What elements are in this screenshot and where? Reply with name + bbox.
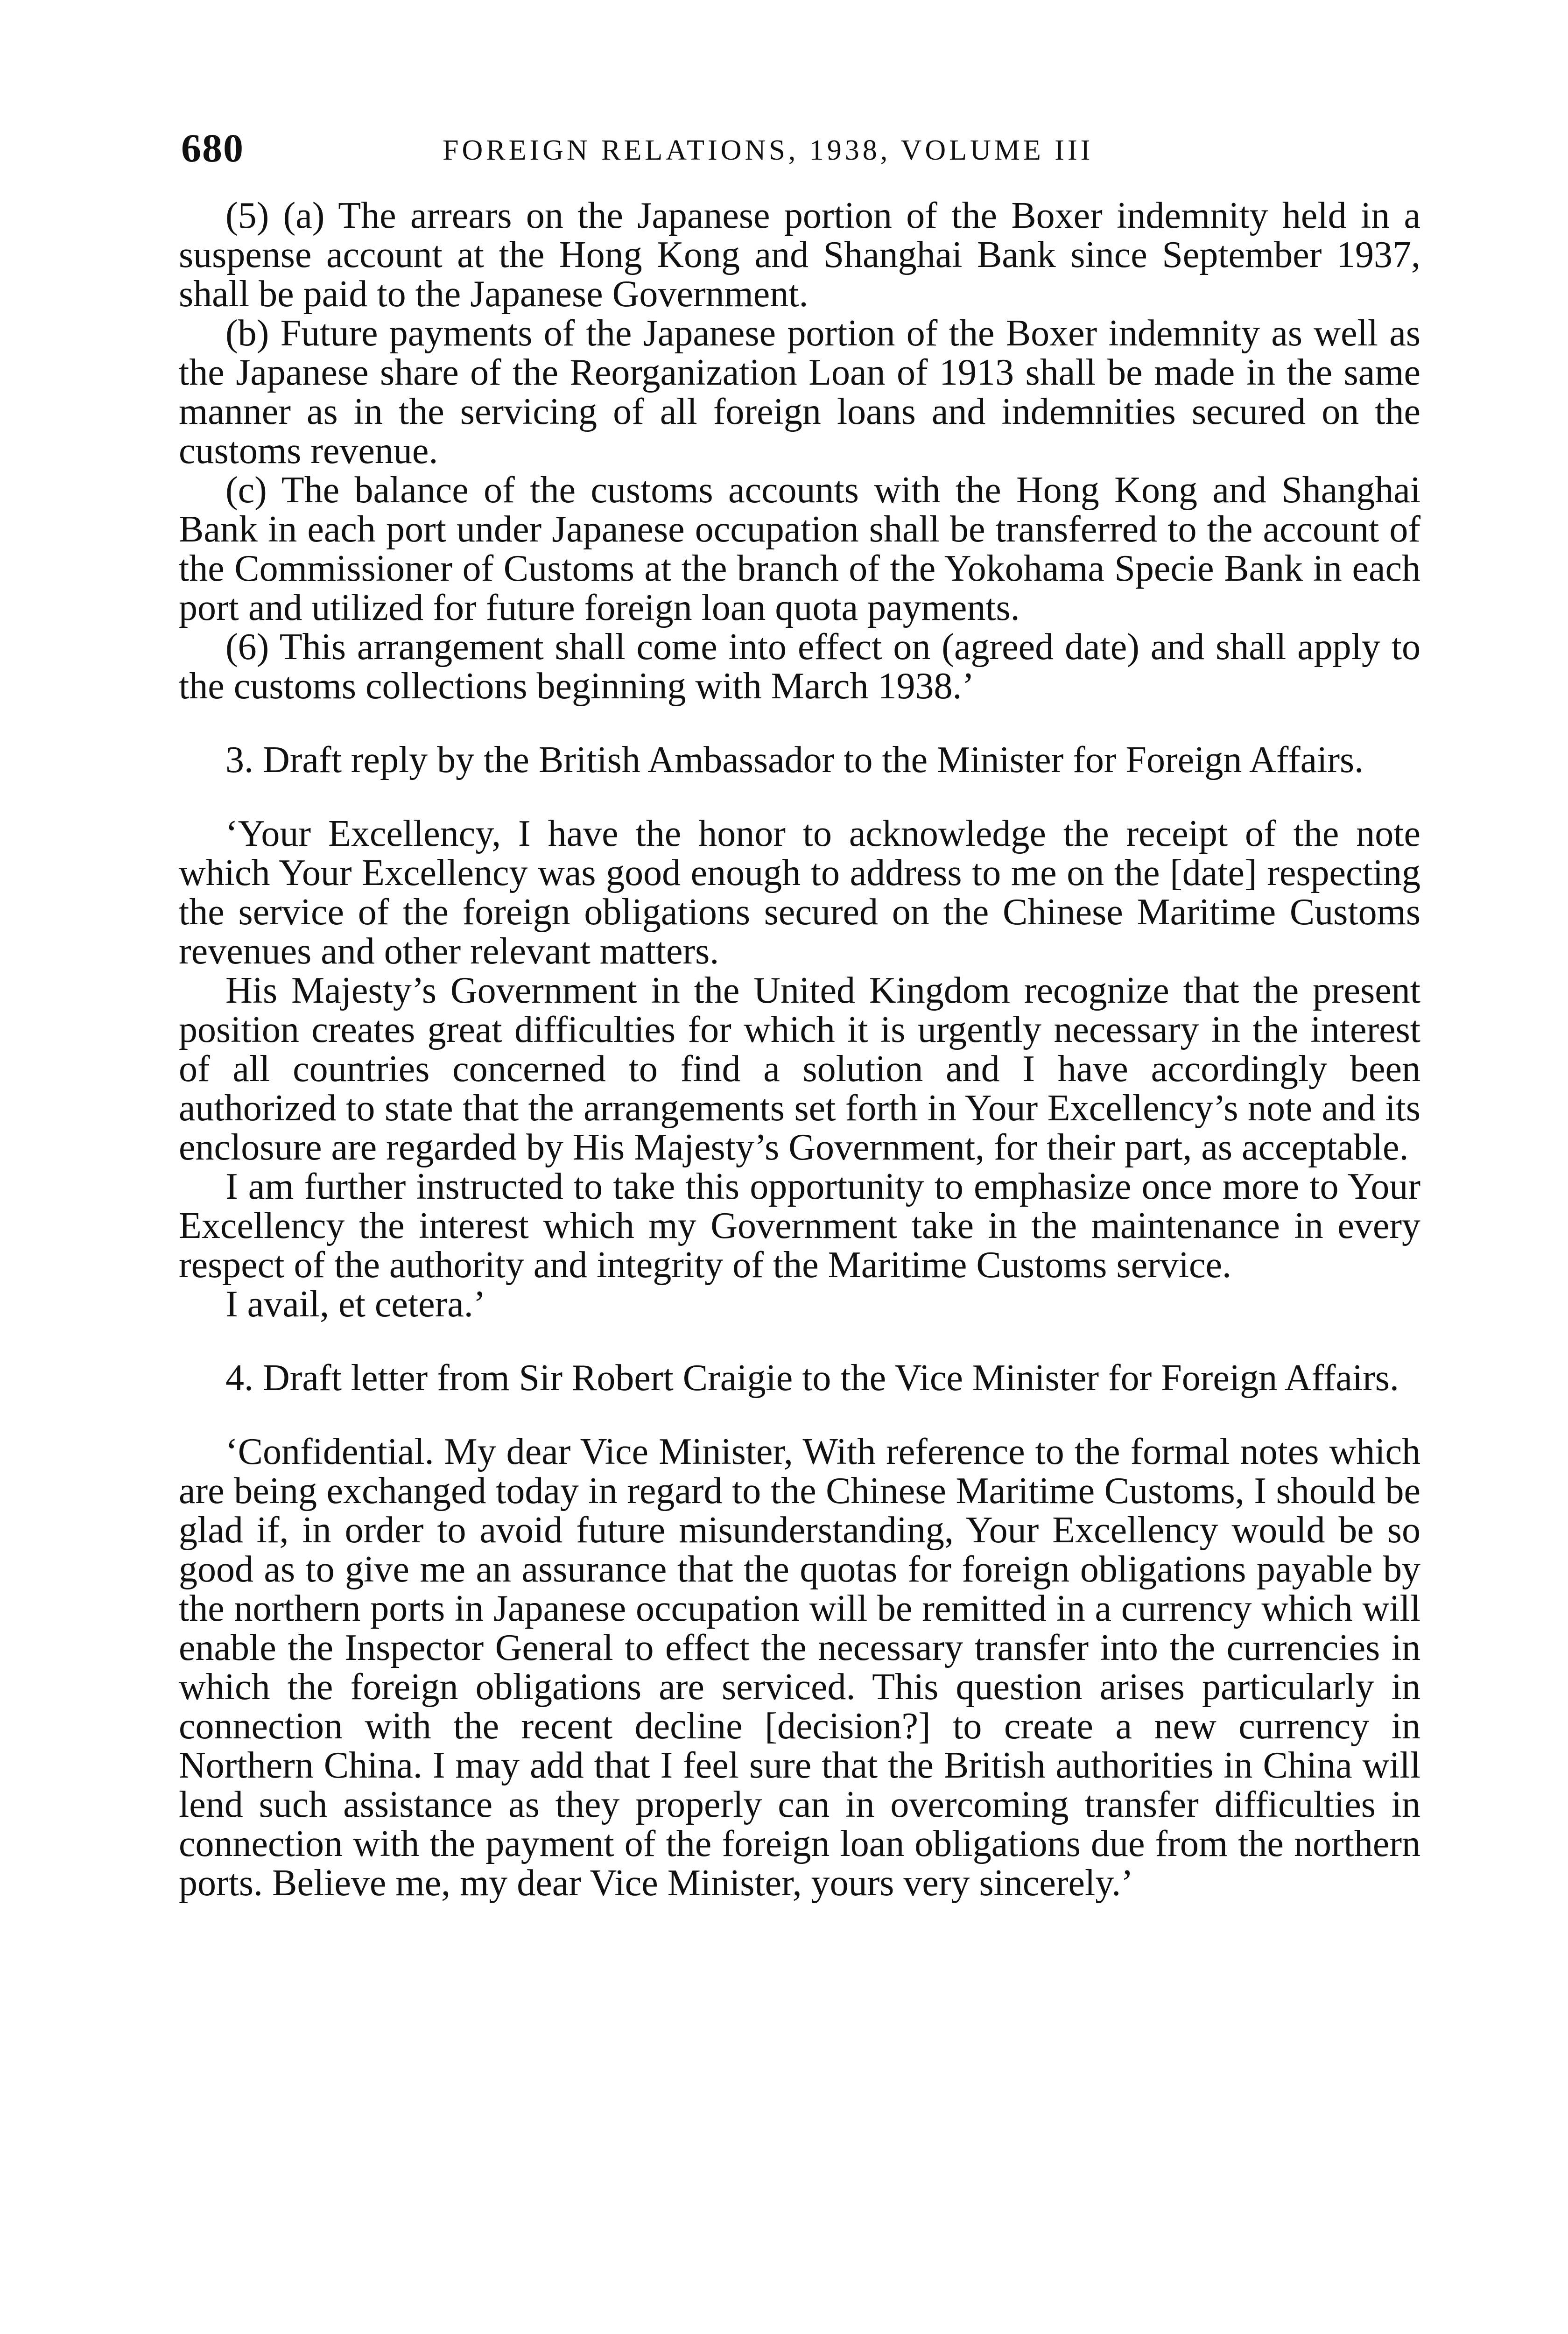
reply-paragraph-3: I am further instructed to take this opportunity to emphasize once more to Your Excellency the interest which my Government take in the maintenance in every respect of the authority and integrity of the Maritime Customs service. [179,1166,1420,1286]
reply-paragraph-2: His Majesty’s Government in the United Kingdom recognize that the present position creates great difficulties for which it is urgently necessary in the interest of all countries concerned to find a solution and I have accordingly been authorized to state that the arrangements set forth in Your Excellency’s note and its enclosure are regarded by His Majesty’s Government, for their part, as acceptable. [179,970,1420,1168]
reply-paragraph-1: ‘Your Excellency, I have the honor to acknowledge the receipt of the note which Your Excellency was good enough to address to me on the [date] respecting the service of the foreign obligations secured on the Chinese Maritime Customs revenues and other relevant matters. [179,813,1420,972]
page-number: 680 [181,126,244,170]
section-heading-3: 3. Draft reply by the British Ambassador to the Minister for Foreign Affairs. [225,739,1364,780]
paragraph-5b: (b) Future payments of the Japanese portion of the Boxer indemnity as well as the Japanese share of the Reorganization Loan of 1913 shall be made in the same manner as in the servicing of all foreign loans and indemnities secured on the customs revenue. [179,313,1420,471]
paragraph-6: (6) This arrangement shall come into effect on (agreed date) and shall apply to the customs collections beginning with March 1938.’ [179,626,1420,707]
section-heading-4: 4. Draft letter from Sir Robert Craigie to the Vice Minister for Foreign Affairs. [225,1357,1399,1399]
page-header [181,122,1423,174]
paragraph-5c: (c) The balance of the customs accounts with the Hong Kong and Shanghai Bank in each port under Japanese occupation shall be transferred to the account of the Commissioner of Customs at the branch of the Yokohama Specie Bank in each port and utilized for future foreign loan quota payments. [179,470,1420,628]
body-text [179,196,1420,1903]
running-head: FOREIGN RELATIONS, 1938, VOLUME III [443,134,1094,166]
confidential-letter: ‘Confidential. My dear Vice Minister, With reference to the formal notes which are being exchanged today in regard to the Chinese Maritime Customs, I should be glad if, in order to avoid future misunderstanding, Your Excellency would be so good as to give me an assurance that the quotas for foreign obligations payable by the northern ports in Japanese occupation will be remitted in a currency which will enable the Inspector General to effect the necessary transfer into the currencies in which the foreign obligations are serviced. This question arises particularly in connection with the recent decline [decision?] to create a new currency in Northern China. I may add that I feel sure that the British authorities in China will lend such assistance as they properly can in overcoming transfer difficulties in connection with the payment of the foreign loan obligations due from the northern ports. Believe me, my dear Vice Minister, yours very sincerely.’ [179,1431,1420,1904]
paragraph-5a: (5) (a) The arrears on the Japanese portion of the Boxer indemnity held in a suspense account at the Hong Kong and Shanghai Bank since September 1937, shall be paid to the Japanese Government. [179,195,1420,315]
reply-paragraph-4: I avail, et cetera.’ [225,1284,486,1325]
